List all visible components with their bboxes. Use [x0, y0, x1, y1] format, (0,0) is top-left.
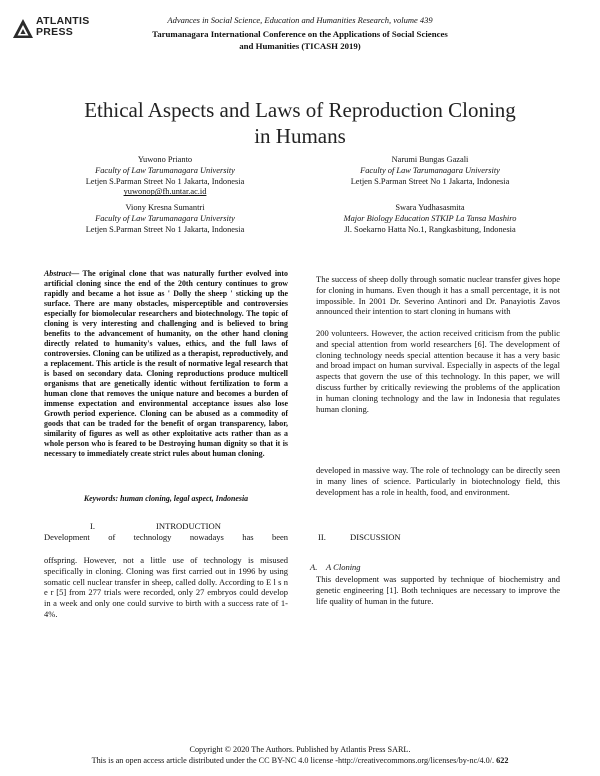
- conference-header: Tarumanagara International Conference on the Applications of Social Sciences and Humanities (TICASH 2019): [152, 29, 448, 51]
- subsection-label: A.: [310, 562, 318, 572]
- series-header: Advances in Social Science, Education and Humanities Research, volume 439: [167, 15, 433, 25]
- intro-paragraph-2: offspring. However, not a little use of technology is misused specifically in cloning. Cloning was first carried out in 1996 by using somatic cell nuclear transfer in sheep, called dolly. According to E l s n e r [5] from 277 trials were recorded, only 27 embryos could develop in a week and only one could survive to birth with a success rate of 1-4%.: [44, 555, 288, 619]
- author-address: Letjen S.Parman Street No 1 Jakarta, Indonesia: [350, 176, 510, 186]
- author-email-link[interactable]: yuwonop@fh.untar.ac.id: [123, 187, 207, 197]
- author-name: Viony Kresna Sumantri: [125, 203, 205, 212]
- right-paragraph-1: The success of sheep dolly through somatic nuclear transfer gives hope for cloning in humans. Even though it has a small percentage, it is not impossible. In 2001 Dr. Severino Antinori and Dr. Panayiotis Zavos announced their intention to start cloning in humans with: [316, 274, 560, 317]
- subsection-heading-cloning: A Cloning: [326, 562, 361, 572]
- author-affiliation: Faculty of Law Tarumanagara University: [360, 165, 500, 175]
- author-name: Yuwono Prianto: [137, 155, 193, 164]
- author-block-2: [310, 155, 550, 187]
- author-name: Swara Yudhasasmita: [395, 203, 465, 212]
- right-paragraph-3: developed in massive way. The role of technology can be directly seen in many lines of science. Particularly in biotechnology field, this development has a role in health, food, and environment.: [316, 465, 560, 497]
- abstract: [44, 269, 288, 459]
- section-heading-discussion: DISCUSSION: [350, 532, 401, 542]
- author-block-3: [45, 203, 285, 235]
- section-heading-introduction: INTRODUCTION: [156, 521, 221, 531]
- abstract-label: Abstract: [44, 269, 72, 278]
- author-address: Letjen S.Parman Street No 1 Jakarta, Indonesia: [85, 224, 245, 234]
- author-affiliation: Faculty of Law Tarumanagara University: [95, 165, 235, 175]
- author-block-1: [45, 155, 285, 198]
- author-affiliation: Faculty of Law Tarumanagara University: [95, 213, 235, 223]
- publisher-logo: [12, 16, 102, 50]
- abstract-text: — The original clone that was naturally further evolved into artificial cloning since the end of the 20th century continues to grow rapidly and became a hot issue as ' Dolly the sheep ' sticking up the surface. There are many obstacles, misperceptible and controversies especially for biomolecular researchers and biotechnology. The topic of cloning is very interesting and challenging and is believed to bring benefits to the advancement of humanity, on the other hand cloning directly related to humanity's values, ethics, and the full laws of controversies. Cloning can be utilized as a therapist, reproductively, and a replacement. This article is the result of normative legal research that is based on secondary data. Cloning reproductions produce multicell organisms that are genetically identic without fertilization to form a human clone that removes the unique nature and becomes a burden of immense expectation and environmental acceptance issues also lose Growth period experience. Cloning can be abused as a commodity of goods that can be traded for the benefit of organ transparency, labor, similarity of figures as well as other exploitative acts rather than as a whole person who is feared to be Destroying human dignity so that it is necessary to immediately create strict rules about human cloning.: [44, 269, 288, 458]
- footer: [40, 744, 560, 766]
- publisher-logo-text: ATLANTIS PRESS: [36, 15, 90, 38]
- author-name: Narumi Bungas Gazali: [391, 155, 469, 164]
- keywords: Keywords: human cloning, legal aspect, Indonesia: [83, 494, 249, 503]
- atlantis-press-logo-icon: [12, 18, 34, 40]
- paper-title: Ethical Aspects and Laws of Reproduction Cloning in Humans: [84, 98, 516, 148]
- author-address: Jl. Soekarno Hatta No.1, Rangkasbitung, Indonesia: [344, 224, 516, 234]
- footer-license: This is an open access article distributed under the CC BY-NC 4.0 license -http://creativecommons.org/licenses/by-nc/4.0/.: [91, 756, 495, 765]
- discussion-paragraph-1: This development was supported by technique of biochemistry and genetic engineering [1]. Both techniques are necessary to improve the life quality of human in the future.: [316, 574, 560, 606]
- footer-copyright: Copyright © 2020 The Authors. Published by Atlantis Press SARL.: [189, 745, 411, 754]
- section-number-introduction: I.: [90, 521, 96, 531]
- right-paragraph-2: 200 volunteers. However, the action received criticism from the public and special attention from world researchers [6]. The development of cloning technology needs special attention because it has a very basic and broad impact on human survival. Especially in aspects of the legal aspects that govern the use of this technology. In this paper, we will discuss further by critically reviewing the problems of the application in human cloning technology and the law in Indonesia that regulates human cloning.: [316, 328, 560, 414]
- section-number-discussion: II.: [318, 532, 326, 542]
- intro-paragraph-1: Development of technology nowadays has been: [44, 532, 288, 542]
- author-affiliation: Major Biology Education STKIP La Tansa Mashiro: [343, 213, 517, 223]
- author-address: Letjen S.Parman Street No 1 Jakarta, Indonesia: [85, 176, 245, 186]
- page-number: 622: [496, 756, 509, 765]
- author-block-4: [310, 203, 550, 235]
